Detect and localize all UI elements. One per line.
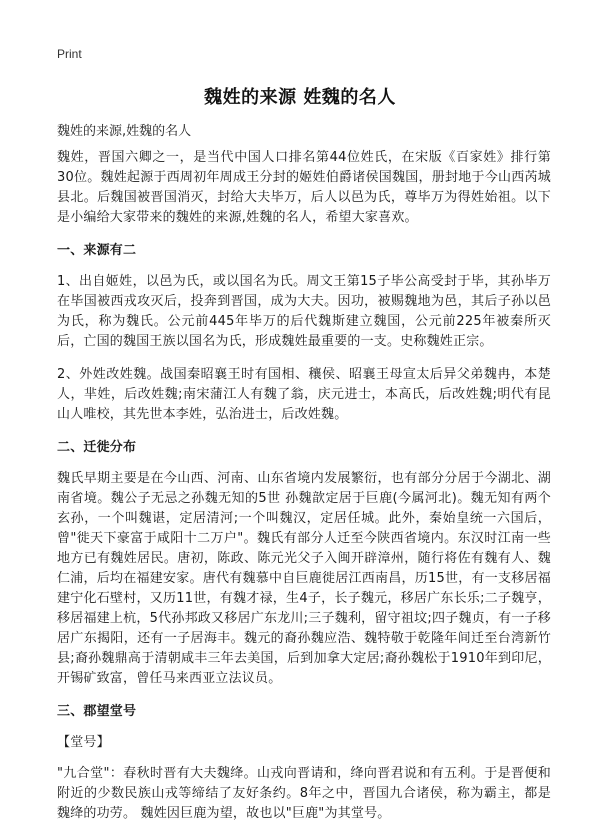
page-title: 魏姓的来源 姓魏的名人: [204, 87, 396, 108]
intro-paragraph: 魏姓，晋国六卿之一，是当代中国人口排名第44位姓氏，在宋版《百家姓》排行第30位。魏姓起源于西周初年周成王分封的姬姓伯爵诸侯国魏国，册封地于今山西芮城县北。后魏国被晋国消灭，封给大夫毕万，后人以邑为氏，尊毕万为得姓始祖。以下是小编给大家带来的魏姓的来源,姓魏的名人，希望大家喜欢。: [57, 150, 551, 225]
article-subtitle: 魏姓的来源,姓魏的名人: [57, 124, 192, 139]
origins-paragraph-2: 2、外姓改姓魏。战国秦昭襄王时有国相、穰侯、昭襄王母宣太后异父弟魏冉，本楚人，芈姓，后改姓魏;南宋蒲江人有魏了翁，庆元进士，本高氏，后改姓魏;明代有昆山人唯校，其先世本李姓，弘治进士，后改姓魏。: [57, 367, 551, 422]
section-heading-origins: 一、来源有二: [57, 243, 137, 258]
migration-paragraph: 魏氏早期主要是在今山西、河南、山东省境内发展繁衍，也有部分分居于今湖北、湖南省境。魏公子无忌之孙魏无知的5世 孙魏歆定居于巨鹿(今属河北)。魏无知有两个玄孙，一个叫魏谌，定居清河;一个叫魏汉，定居任城。此外，秦始皇统一六国后，曾"徙天下豪富于咸阳十二万户"。魏氏有部分人迁至今陕西省境内。东汉时江南一些地方已有魏姓居民。唐初，陈政、陈元光父子入闽开辟漳州，随行将佐有魏有人、魏仁浦，后均在福建安家。唐代有魏慕中自巨鹿徙居江西南昌，历15世，有一支移居福建宁化石壁村，又历11世，有魏才禄，生4子，长子魏元，移居广东长乐;二子魏亨，移居福建上杭，5代孙邦政又移居广东龙川;三子魏利，留守祖坟;四子魏贞，有一子移居广东揭阳，还有一子居海丰。魏元的裔孙魏应浩、魏特敬于乾隆年间迁至台湾新竹县;裔孙魏鼎高于清朝咸丰三年去美国，后到加拿大定居;裔孙魏松于1910年到印尼，开锡矿致富，曾任马来西亚立法议员。: [57, 471, 551, 686]
print-link[interactable]: Print: [57, 47, 82, 61]
hall-name-paragraph: "九合堂"：春秋时晋有大夫魏绛。山戎向晋请和，绛向晋君说和有五利。于是晋便和附近的少数民族山戎等缔结了友好条约。8年之中，晋国九合诸侯，称为霸主，都是魏绛的功劳。 魏姓因巨鹿为望，故也以"巨鹿"为其堂号。: [57, 766, 551, 821]
section-heading-hall-names: 三、郡望堂号: [57, 704, 137, 719]
article-body: [57, 148, 551, 837]
hall-name-label: 【堂号】: [57, 735, 110, 750]
origins-paragraph-1: 1、出自姬姓，以邑为氏，或以国名为氏。周文王第15子毕公高受封于毕，其孙毕万在毕国被西戎攻灭后，投奔到晋国，成为大夫。因功，被赐魏地为邑，其后子孙以邑为氏，称为魏氏。公元前445年毕万的后代魏斯建立魏国，公元前225年被秦所灭后，亡国的魏国王族以国名为氏，形成魏姓最重要的一支。史称魏姓正宗。: [57, 274, 551, 349]
section-heading-migration: 二、迁徙分布: [57, 440, 137, 455]
